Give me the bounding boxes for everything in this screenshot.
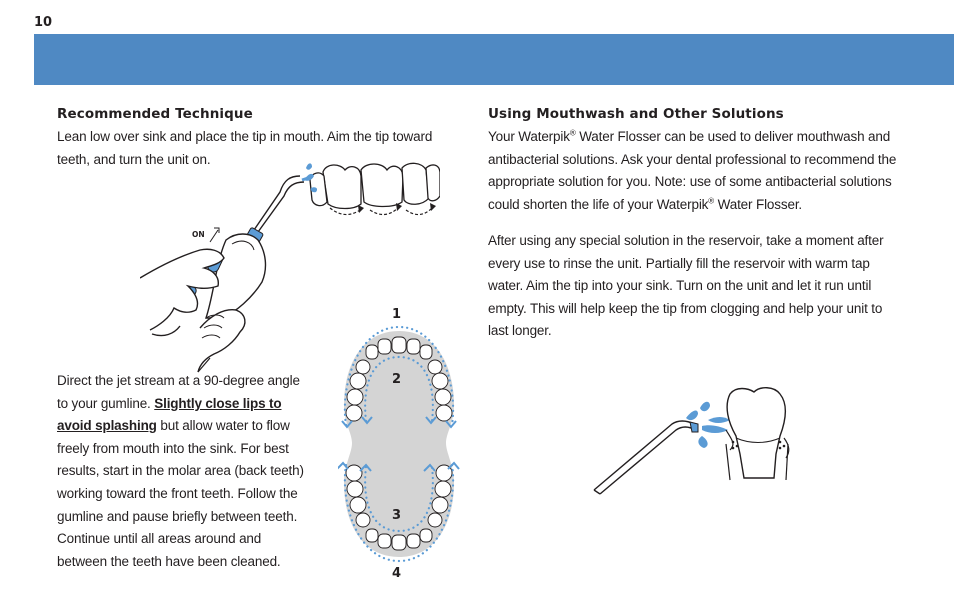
registered-mark: ® — [708, 196, 715, 206]
technique-intro: Lean low over sink and place the tip in mouth. Aim the tip toward teeth, and turn the unit on. — [57, 129, 433, 167]
registered-mark: ® — [569, 128, 576, 138]
arch-label-2: 2 — [392, 372, 402, 387]
arch-label-4: 4 — [392, 566, 402, 581]
mouthwash-paragraph-2: After using any special solution in the reservoir, take a moment after every use to rinse the unit. Partially fill the reservoir with warm tap water. Aim the tip into your sink. Turn on the unit and let it run until empty. This will help keep the tip from clogging and help your unit to last longer. — [488, 233, 884, 339]
technique-body-end: but allow water to flow freely from mouth into the sink. For best results, start in the molar area (back teeth) working toward the front teeth. Follow the gumline and pause briefly between teeth. Continue until all areas around and between the teeth have been cleaned. — [57, 418, 304, 569]
dental-arch-diagram — [338, 325, 460, 563]
teeth-row — [310, 163, 440, 208]
section-title-technique: Recommended Technique — [57, 106, 253, 122]
header-band — [34, 34, 954, 85]
technique-body — [57, 370, 309, 573]
mouthwash-p1-c: Water Flosser. — [714, 196, 803, 212]
technique-body-start: Direct the jet stream at a 90-degree angle to your gumline. — [57, 373, 300, 411]
on-label: ON — [192, 230, 205, 239]
technique-body-emphasis: Slightly close lips to avoid splashing — [57, 395, 282, 434]
arch-label-1: 1 — [392, 307, 402, 322]
arch-label-3: 3 — [392, 508, 402, 523]
tooth-tip-illustration — [590, 380, 805, 500]
mouthwash-p1-b: Water Flosser can be used to deliver mouthwash and antibacterial solutions. Ask your dental professional to recommend the appropriate solution for you. Note: use of some antibacterial solutions could shorten the life of your Waterpik — [488, 129, 897, 212]
section-title-mouthwash: Using Mouthwash and Other Solutions — [488, 106, 784, 122]
page-number: 10 — [34, 15, 53, 30]
mouthwash-paragraph-1 — [488, 126, 903, 216]
mouthwash-p1-a: Your Waterpik — [488, 129, 570, 144]
